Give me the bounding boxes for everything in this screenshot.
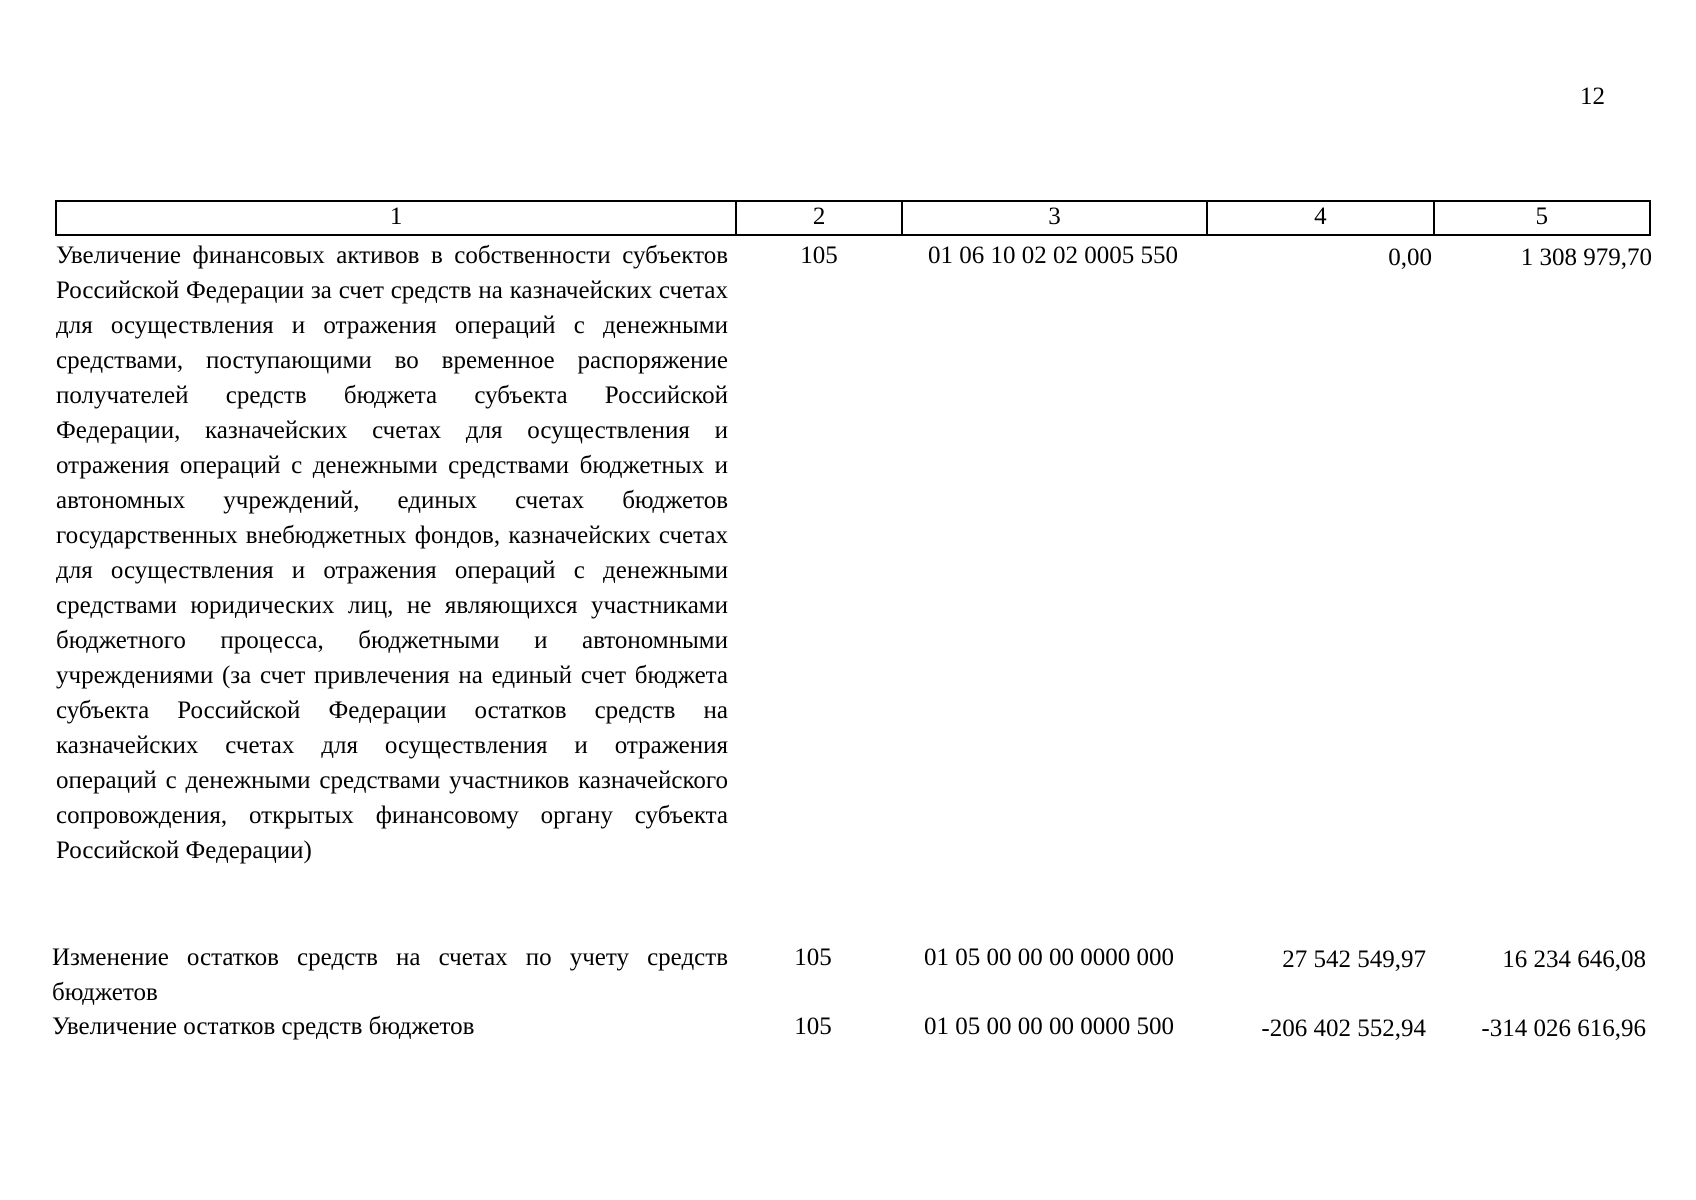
- table-header-cell-5: 5: [1535, 203, 1549, 230]
- row-value-col5: 16 234 646,08: [1502, 946, 1646, 973]
- row-value-col5: -314 026 616,96: [1481, 1015, 1646, 1042]
- table-header-cell-4: 4: [1208, 202, 1434, 234]
- row-value-col4: 0,00: [1388, 244, 1432, 271]
- row-admin-code: 105: [800, 242, 838, 269]
- row-value-col4: 27 542 549,97: [1282, 946, 1426, 973]
- row-budget-code: 01 05 00 00 00 0000 500: [924, 1013, 1174, 1040]
- table-header-cell-2: 2: [737, 202, 903, 234]
- row-description: Увеличение финансовых активов в собственности субъектов Российской Федерации за счет средств на казначейских счетах для осуществления и отражения операций с денежными средствами, поступающими во временное распоряжение получателей средств бюджета субъекта Российской Федерации, казначейских счетах для осуществления и отражения операций с денежными средствами бюджетных и автономных учреждений, единых счетах бюджетов государственных внебюджетных фондов, казначейских счетах для осуществления и отражения операций с денежными средствами юридических лиц, не являющихся участниками бюджетного процесса, бюджетными и автономными учреждениями (за счет привлечения на единый счет бюджета субъекта Российской Федерации остатков средств на казначейских счетах для осуществления и отражения операций с денежными средствами участников казначейского сопровождения, открытых финансовому органу субъекта Российской Федерации): [56, 242, 728, 864]
- table-row: [0, 1009, 1696, 1049]
- table-row: [0, 940, 1696, 1010]
- table-header-row: [55, 200, 1651, 236]
- row-budget-code: 01 06 10 02 02 0005 550: [928, 242, 1178, 269]
- row-value-col5: 1 308 979,70: [1520, 244, 1652, 271]
- row-value-col4: -206 402 552,94: [1261, 1015, 1426, 1042]
- page-number: 12: [1580, 83, 1605, 110]
- table-header-cell-3: 3: [903, 202, 1208, 234]
- row-budget-code: 01 05 00 00 00 0000 000: [924, 944, 1174, 971]
- table-header-cell-1: 1: [57, 202, 737, 234]
- row-admin-code: 105: [794, 1013, 832, 1040]
- row-description: Изменение остатков средств на счетах по учету средств бюджетов: [52, 944, 728, 1006]
- table-row: [0, 238, 1696, 938]
- row-admin-code: 105: [794, 944, 832, 971]
- row-description: Увеличение остатков средств бюджетов: [52, 1013, 475, 1040]
